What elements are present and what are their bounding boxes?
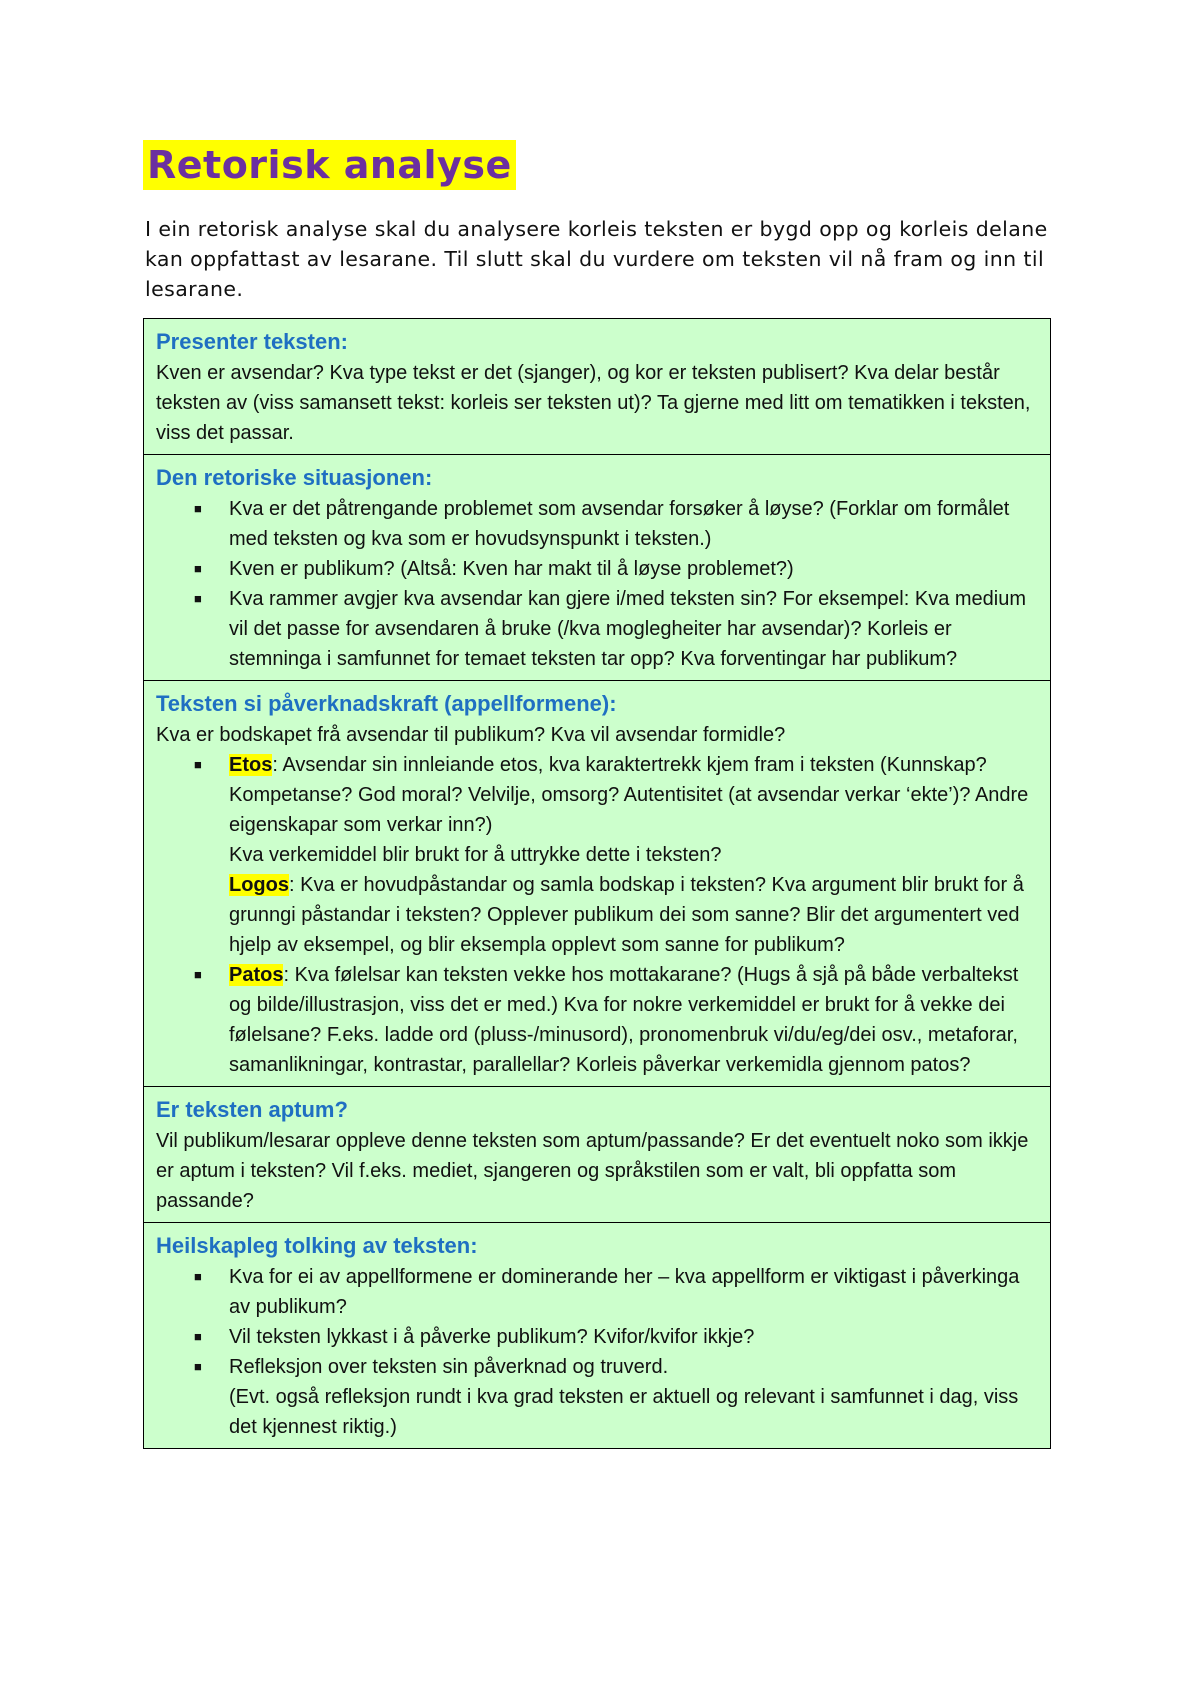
section-text: Vil publikum/lesarar oppleve denne teksten som aptum/passande? Er det eventuelt noko som ikkje er aptum i teksten? Vil f.eks. mediet, sjangeren og språkstilen som er valt, bli oppfatta som passande? bbox=[156, 1130, 1029, 1212]
section-heading: Heilskapleg tolking av teksten: bbox=[156, 1233, 478, 1258]
section-heading: Teksten si påverknadskraft (appellformene): bbox=[156, 691, 617, 716]
bullet-icon: ■ bbox=[194, 591, 202, 606]
section-text: Kven er avsendar? Kva type tekst er det (sjanger), og kor er teksten publisert? Kva delar består teksten av (viss samansett tekst: korleis ser teksten ut)? Ta gjerne med litt om tematikken i teksten, viss det passar. bbox=[156, 362, 1031, 444]
bullet-icon: ■ bbox=[194, 1329, 202, 1344]
bullet-icon: ■ bbox=[194, 757, 202, 772]
section-heading: Er teksten aptum? bbox=[156, 1097, 348, 1122]
bullet-list bbox=[156, 750, 1038, 1080]
list-item: ■ Kva er det påtrengande problemet som avsendar forsøker å løyse? (Forklar om formålet med teksten og kva som er hovudsynspunkt i teksten.) bbox=[156, 494, 1038, 554]
logos-label: Logos bbox=[229, 874, 289, 896]
section-situation bbox=[144, 454, 1050, 680]
section-presenter bbox=[144, 319, 1050, 454]
list-item: ■ Refleksjon over teksten sin påverknad og truverd. (Evt. også refleksjon rundt i kva grad teksten er aktuell og relevant i samfunnet i dag, viss det kjennest riktig.) bbox=[156, 1352, 1038, 1442]
bullet-list bbox=[156, 494, 1038, 674]
etos-label: Etos bbox=[229, 754, 273, 776]
patos-label: Patos bbox=[229, 964, 284, 986]
analysis-table bbox=[143, 318, 1051, 1449]
list-item: ■ Kva for ei av appellformene er dominerande her – kva appellform er viktigast i påverkinga av publikum? bbox=[156, 1262, 1038, 1322]
list-item: ■ Kven er publikum? (Altså: Kven har makt til å løyse problemet?) bbox=[156, 554, 1038, 584]
list-item-patos: ■ Patos: Kva følelsar kan teksten vekke hos mottakarane? (Hugs å sjå på både verbaltekst og bilde/illustrasjon, viss det er med.) Kva for nokre verkemiddel er brukt for å vekke dei følelsane? F.eks. ladde ord (pluss-/minusord), pronomenbruk vi/du/eg/dei osv., metaforar, samanlikningar, kontrastar, parallellar? Korleis påverkar verkemidla gjennom patos? bbox=[156, 960, 1038, 1080]
section-text: Kva er bodskapet frå avsendar til publikum? Kva vil avsendar formidle? bbox=[156, 724, 786, 746]
list-item: ■ Kva rammer avgjer kva avsendar kan gjere i/med teksten sin? For eksempel: Kva medium vil det passe for avsendaren å bruke (/kva moglegheiter har avsendar)? Korleis er stemninga i samfunnet for temaet teksten tar opp? Kva forventingar har publikum? bbox=[156, 584, 1038, 674]
section-appeals bbox=[144, 680, 1050, 1086]
section-aptum bbox=[144, 1086, 1050, 1222]
bullet-icon: ■ bbox=[194, 967, 202, 982]
section-heading: Den retoriske situasjonen: bbox=[156, 465, 433, 490]
etos-extra: Kva verkemiddel blir brukt for å uttrykke dette i teksten? bbox=[229, 844, 722, 866]
list-item-etos: ■ Etos: Avsendar sin innleiande etos, kva karaktertrekk kjem fram i teksten (Kunnskap? Kompetanse? God moral? Velvilje, omsorg? Autentisitet (at avsendar verkar ‘ekte’)? Andre eigenskapar som verkar inn?) Kva verkemiddel blir brukt for å uttrykke dette i teksten? Logos: Kva er hovudpåstandar og samla bodskap i teksten? Kva argument blir brukt for å grunngi påstandar i teksten? Opplever publikum dei som sanne? Blir det argumentert ved hjelp av eksempel, og blir eksempla opplevt som sanne for publikum? bbox=[156, 750, 1038, 960]
section-interpretation bbox=[144, 1222, 1050, 1448]
section-extra: (Evt. også refleksjon rundt i kva grad teksten er aktuell og relevant i samfunnet i dag, viss det kjennest riktig.) bbox=[229, 1386, 1019, 1438]
bullet-icon: ■ bbox=[194, 1269, 202, 1284]
bullet-icon: ■ bbox=[194, 501, 202, 516]
section-heading: Presenter teksten: bbox=[156, 329, 348, 354]
bullet-icon: ■ bbox=[194, 1359, 202, 1374]
page-title: Retorisk analyse bbox=[143, 140, 516, 190]
list-item: ■ Vil teksten lykkast i å påverke publikum? Kvifor/kvifor ikkje? bbox=[156, 1322, 1038, 1352]
bullet-icon: ■ bbox=[194, 561, 202, 576]
intro-paragraph: I ein retorisk analyse skal du analysere korleis teksten er bygd opp og korleis delane kan oppfattast av lesarane. Til slutt skal du vurdere om teksten vil nå fram og inn til lesarane. bbox=[145, 217, 1048, 301]
logos-paragraph: Logos: Kva er hovudpåstandar og samla bodskap i teksten? Kva argument blir brukt for å grunngi påstandar i teksten? Opplever publikum dei som sanne? Blir det argumentert ved hjelp av eksempel, og blir eksempla opplevt som sanne for publikum? bbox=[229, 874, 1024, 956]
bullet-list bbox=[156, 1262, 1038, 1442]
